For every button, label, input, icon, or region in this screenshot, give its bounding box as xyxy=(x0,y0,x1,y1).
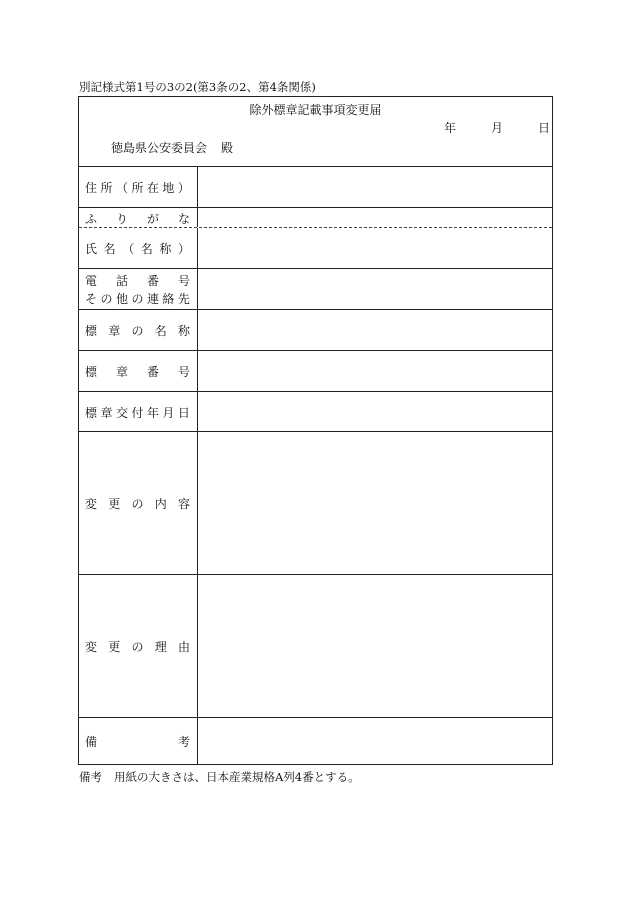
change-content-field[interactable] xyxy=(198,432,552,574)
row-remarks xyxy=(79,718,552,764)
row-address xyxy=(79,167,552,208)
label-issue-date xyxy=(79,392,198,431)
address-field[interactable] xyxy=(198,167,552,207)
month-label: 月 xyxy=(491,121,504,135)
row-change-content xyxy=(79,432,552,575)
form-header xyxy=(79,97,552,167)
label-text: ふ り が な xyxy=(85,212,190,226)
addressee xyxy=(111,139,233,156)
issue-date-field[interactable] xyxy=(198,392,552,431)
label-text: 備 考 xyxy=(85,735,190,749)
label-text: 変 更 の 理 由 xyxy=(85,640,190,654)
form-reference: 別記様式第1号の3の2(第3条の2、第4条関係) xyxy=(79,80,316,94)
sign-number-field[interactable] xyxy=(198,351,552,391)
phone-field[interactable] xyxy=(198,269,552,309)
row-change-reason xyxy=(79,575,552,718)
label-sign-name xyxy=(79,310,198,350)
name-field[interactable] xyxy=(198,228,552,268)
furigana-field[interactable] xyxy=(198,208,552,227)
label-text: 標 章 交 付 年 月 日 xyxy=(85,406,190,420)
note-text: 用紙の大きさは、日本産業規格A列4番とする。 xyxy=(114,770,360,784)
row-furigana xyxy=(79,208,552,228)
label-text: 標 章 番 号 xyxy=(85,365,190,379)
footer-note xyxy=(79,769,360,785)
label-furigana xyxy=(79,208,198,227)
label-change-reason xyxy=(79,575,198,717)
label-address xyxy=(79,167,198,207)
sign-name-field[interactable] xyxy=(198,310,552,350)
label-text: そ の 他 の 連 絡 先 xyxy=(85,292,190,306)
addressee-honorific: 殿 xyxy=(221,141,234,155)
label-remarks xyxy=(79,718,198,764)
label-sign-number xyxy=(79,351,198,391)
label-text: 標 章 の 名 称 xyxy=(85,324,190,338)
label-name xyxy=(79,228,198,268)
document-title: 除外標章記載事項変更届 xyxy=(249,103,382,117)
label-text: 変 更 の 内 容 xyxy=(85,497,190,511)
row-sign-number xyxy=(79,351,552,392)
label-phone xyxy=(79,269,198,309)
notification-form xyxy=(78,96,553,765)
row-issue-date xyxy=(79,392,552,432)
note-label: 備考 xyxy=(79,770,102,784)
row-sign-name xyxy=(79,310,552,351)
label-change-content xyxy=(79,432,198,574)
label-text: 住 所 （ 所 在 地 ） xyxy=(85,181,190,195)
day-label: 日 xyxy=(538,121,551,135)
row-name xyxy=(79,228,552,269)
label-text: 氏 名 （ 名 称 ） xyxy=(85,242,190,256)
remarks-field[interactable] xyxy=(198,718,552,764)
change-reason-field[interactable] xyxy=(198,575,552,717)
addressee-name: 徳島県公安委員会 xyxy=(111,141,208,155)
label-text: 電 話 番 号 xyxy=(85,274,190,288)
row-phone xyxy=(79,269,552,310)
year-label: 年 xyxy=(444,121,457,135)
